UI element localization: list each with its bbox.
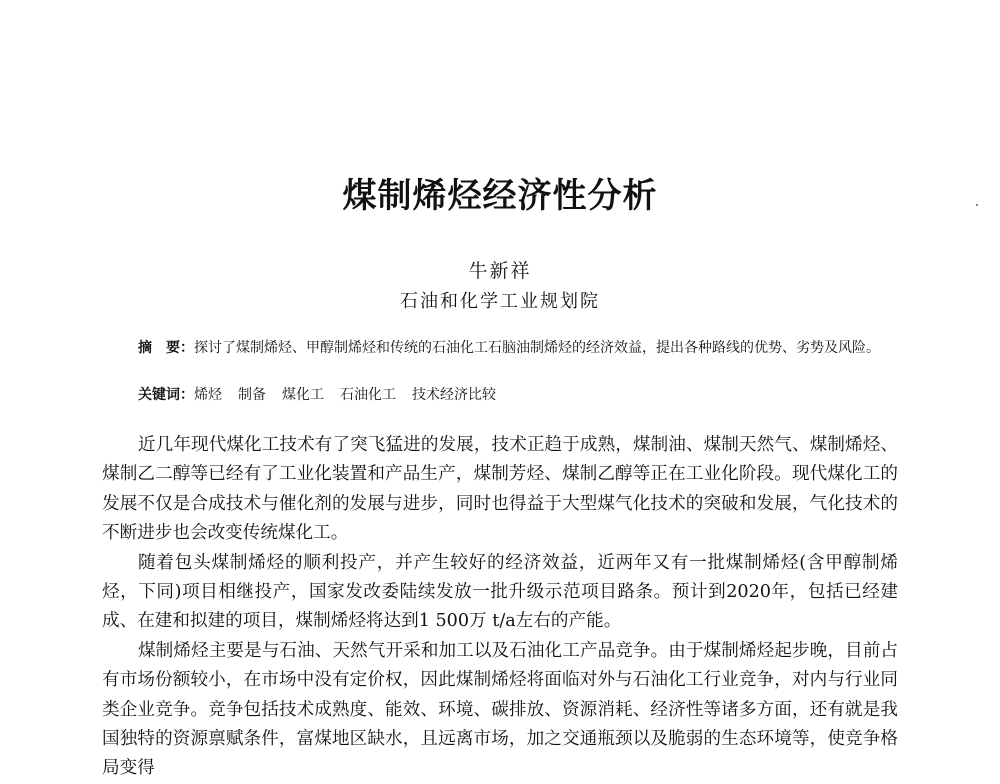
body-paragraph: 随着包头煤制烯烃的顺利投产，并产生较好的经济效益，近两年又有一批煤制烯烃(含甲醇制烯烃，下同)项目相继投产，国家发改委陆续发放一批升级示范项目路条。预计到2020年，包括已经建成、在建和拟建的项目，煤制烯烃将达到1 500万 t/a左右的产能。 bbox=[102, 552, 898, 632]
scan-speck bbox=[976, 204, 978, 206]
paper-title: 煤制烯烃经济性分析 bbox=[342, 176, 658, 216]
body-paragraph: 近几年现代煤化工技术有了突飞猛进的发展，技术正趋于成熟，煤制油、煤制天然气、煤制烯烃、煤制乙二醇等已经有了工业化装置和产品生产，煤制芳烃、煤制乙醇等正在工业化阶段。现代煤化工的发展不仅是合成技术与催化剂的发展与进步，同时也得益于大型煤气化技术的突破和发展，气化技术的不断进步也会改变传统煤化工。 bbox=[102, 435, 898, 544]
author-affiliation: 石油和化学工业规划院 bbox=[400, 291, 600, 312]
abstract-label: 摘 要： bbox=[138, 340, 194, 356]
abstract-paragraph bbox=[102, 336, 902, 360]
keyword-item: 技术经济比较 bbox=[412, 387, 496, 403]
body-paragraph: 煤制烯烃主要是与石油、天然气开采和加工以及石油化工产品竞争。由于煤制烯烃起步晚，目前占有市场份额较小，在市场中没有定价权，因此煤制烯烃将面临对外与石油化工行业竞争，对内与行业同类企业竞争。竞争包括技术成熟度、能效、环境、碳排放、资源消耗、经济性等诸多方面，还有就是我国独特的资源禀赋条件，富煤地区缺水，且远离市场，加之交通瓶颈以及脆弱的生态环境等，使竞争格局变得 bbox=[102, 640, 898, 779]
keywords-block bbox=[138, 385, 898, 405]
body-text bbox=[102, 431, 898, 784]
keyword-item: 煤化工 bbox=[282, 387, 324, 403]
author-name: 牛新祥 bbox=[468, 260, 532, 282]
keywords-label: 关键词： bbox=[138, 387, 194, 403]
keyword-item: 烯烃 bbox=[194, 387, 222, 403]
keyword-item: 石油化工 bbox=[340, 387, 396, 403]
abstract-text: 探讨了煤制烯烃、甲醇制烯烃和传统的石油化工石脑油制烯烃的经济效益，提出各种路线的优势、劣势及风险。 bbox=[194, 340, 880, 356]
keyword-item: 制备 bbox=[238, 387, 266, 403]
abstract-block bbox=[102, 336, 902, 360]
